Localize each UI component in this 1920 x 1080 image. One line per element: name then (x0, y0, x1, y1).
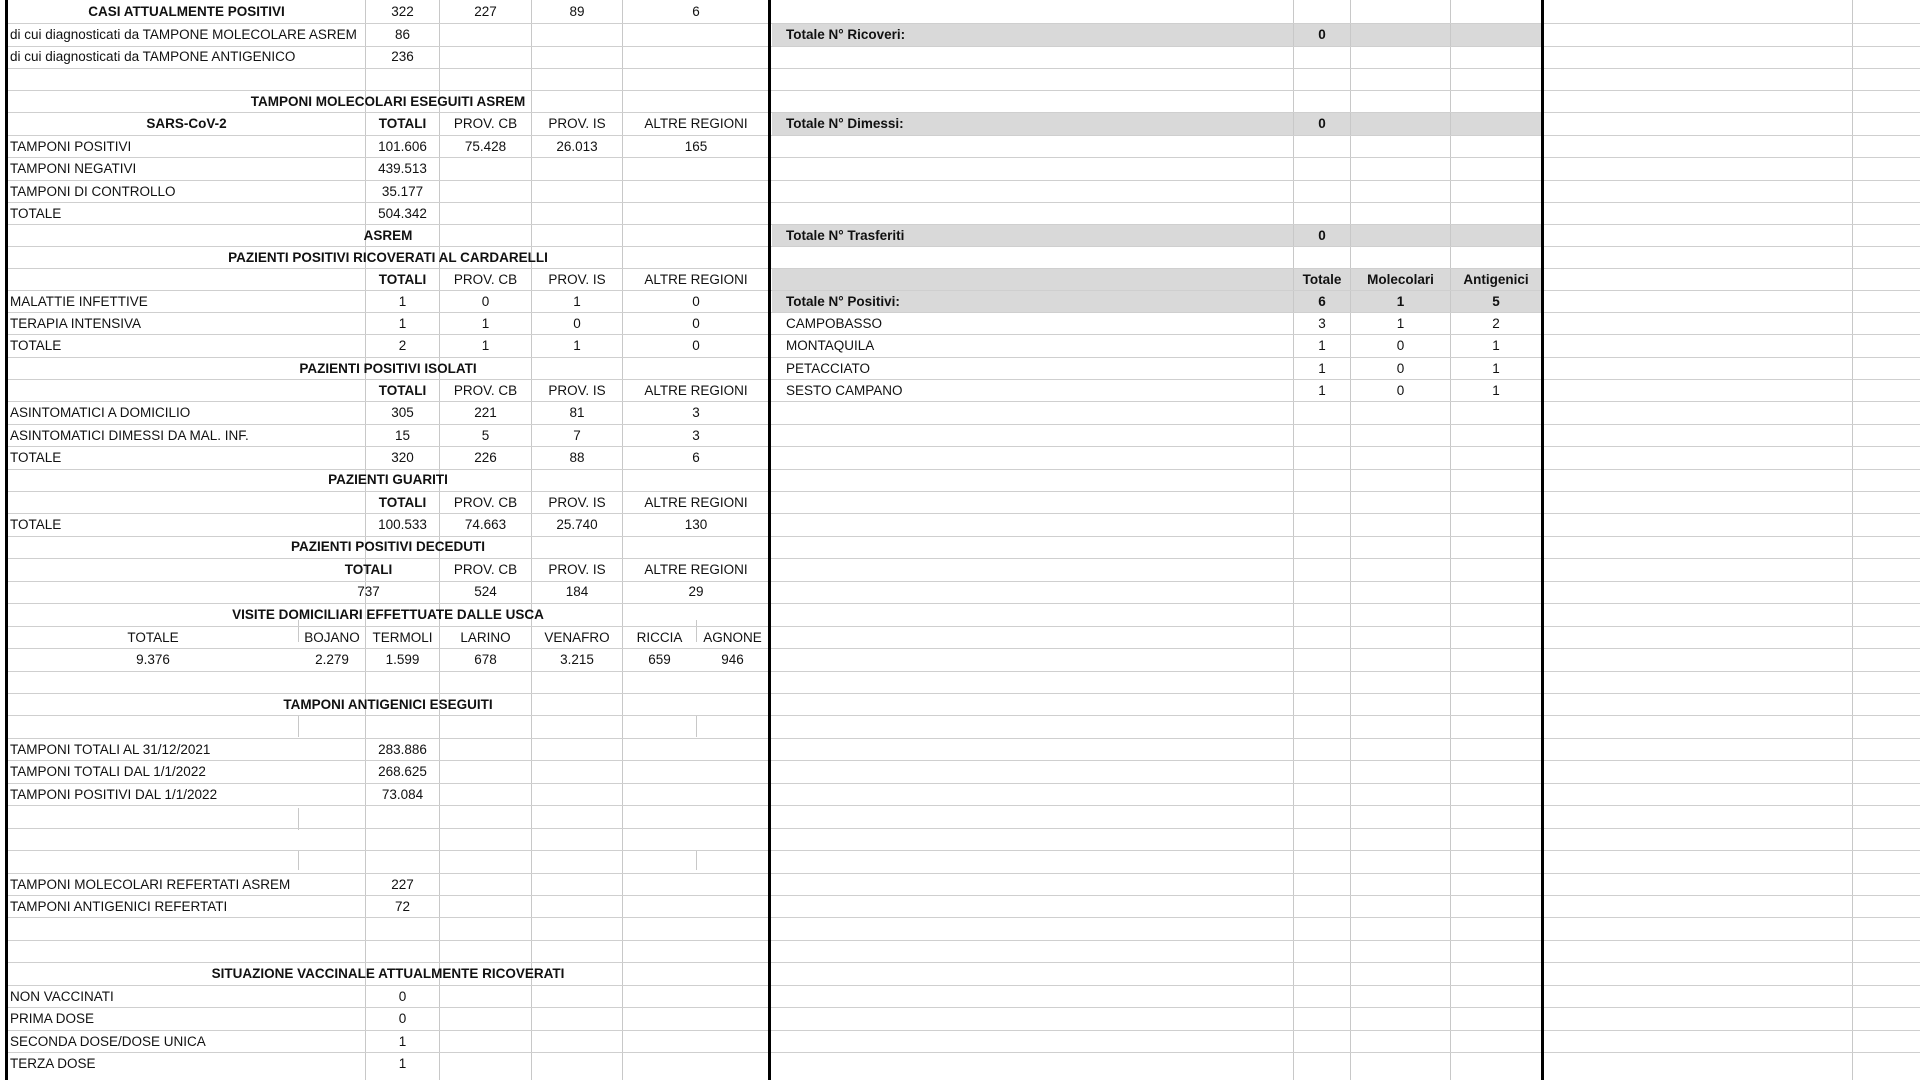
usca-title-row (0, 604, 1920, 626)
guariti-title-row (0, 469, 1920, 491)
table-row (0, 425, 1920, 447)
cell-antigenici: 1 (1492, 361, 1500, 376)
antigenici-title-row (0, 694, 1920, 716)
header-altre-regioni: ALTRE REGIONI (644, 495, 748, 510)
row-label: SECONDA DOSE/DOSE UNICA (10, 1034, 206, 1049)
row-label: TAMPONI NEGATIVI (10, 161, 137, 176)
row-label: MALATTIE INFETTIVE (10, 294, 148, 309)
cell-antigenici: 5 (1492, 294, 1500, 309)
table-row (0, 896, 1920, 918)
cell-antigenici: 1 (1492, 383, 1500, 398)
header-prov-cb: PROV. CB (453, 272, 518, 287)
cell-termoli: 1.599 (385, 652, 420, 667)
cell-value: 0 (398, 1011, 407, 1026)
row-label: TERAPIA INTENSIVA (10, 316, 142, 331)
cell-totali: 305 (391, 405, 414, 420)
ricoverati-title-row (0, 247, 1920, 269)
table-row (0, 447, 1920, 469)
cell-value: 268.625 (378, 764, 427, 779)
cell-totale: 9.376 (136, 652, 170, 667)
cell-totale: 1 (1318, 383, 1326, 398)
di-cui-antigenico-label: di cui diagnosticati da TAMPONE ANTIGENICO (10, 49, 296, 64)
header-prov-cb: PROV. CB (453, 116, 518, 131)
cell-totali: 737 (357, 584, 380, 599)
row-label: PRIMA DOSE (10, 1011, 95, 1026)
row-label: TERZA DOSE (10, 1056, 96, 1071)
header-prov-is: PROV. IS (548, 116, 606, 131)
header-prov-is: PROV. IS (548, 495, 606, 510)
di-cui-molecolare-label: di cui diagnosticati da TAMPONE MOLECOLARE ASREM (10, 27, 357, 42)
cell-bojano: 2.279 (315, 652, 349, 667)
cell-altre-regioni: 0 (692, 338, 700, 353)
table-row (0, 136, 1920, 158)
deceduti-header (0, 559, 1920, 581)
header-altre-regioni: ALTRE REGIONI (644, 562, 748, 577)
header-prov-is: PROV. IS (548, 562, 606, 577)
header-prov-cb: PROV. CB (453, 383, 518, 398)
deceduti-title: PAZIENTI POSITIVI DECEDUTI (290, 539, 486, 554)
cell-prov-cb: 75.428 (464, 139, 507, 154)
dimessi-label: Totale N° Dimessi: (786, 116, 904, 131)
header-totali: TOTALI (378, 495, 427, 510)
cell-prov-is: 0 (573, 316, 581, 331)
table-row (0, 761, 1920, 783)
row-label: TAMPONI POSITIVI (10, 139, 132, 154)
row-label: TOTALE (10, 206, 62, 221)
table-row (0, 581, 1920, 603)
cell-totali: 1 (398, 316, 407, 331)
header-altre-regioni: ALTRE REGIONI (644, 272, 748, 287)
cell-prov-cb: 1 (481, 316, 490, 331)
cell-molecolari: 0 (1396, 338, 1405, 353)
cell-molecolari: 0 (1396, 383, 1405, 398)
cell-value: 73.084 (381, 787, 424, 802)
cell-antigenici: 2 (1492, 316, 1500, 331)
header-totali: TOTALI (378, 383, 427, 398)
tamponi-molecolari-title-row (0, 91, 1920, 113)
cell-totali: 100.533 (378, 517, 427, 532)
cell-totali: 439.513 (378, 161, 427, 176)
ricoveri-value: 0 (1318, 27, 1326, 42)
table-row (0, 158, 1920, 180)
casi-positivi-is: 89 (569, 4, 585, 19)
table-row (0, 986, 1920, 1008)
trasferiti-label: Totale N° Trasferiti (786, 228, 905, 243)
table-row (0, 514, 1920, 536)
cell-agnone: 946 (721, 652, 744, 667)
cell-totali: 504.342 (378, 206, 427, 221)
di-cui-antigenico-value: 236 (391, 49, 414, 64)
header-larino: LARINO (460, 630, 511, 645)
vaccinale-title: SITUAZIONE VACCINALE ATTUALMENTE RICOVERATI (211, 966, 565, 981)
comune-label: CAMPOBASSO (786, 316, 883, 331)
cell-value: 1 (398, 1034, 407, 1049)
header-totale: Totale (1302, 272, 1342, 287)
isolati-title: PAZIENTI POSITIVI ISOLATI (299, 361, 477, 376)
vaccinale-title-row (0, 963, 1920, 985)
table-row (0, 649, 1920, 671)
header-prov-is: PROV. IS (548, 272, 606, 287)
ricoverati-title: PAZIENTI POSITIVI RICOVERATI AL CARDARELLI (228, 250, 548, 265)
table-row (0, 1008, 1920, 1030)
cell-riccia: 659 (648, 652, 671, 667)
header-prov-cb: PROV. CB (453, 562, 518, 577)
cell-prov-is: 88 (569, 450, 585, 465)
table-row (0, 1031, 1920, 1053)
dimessi-value: 0 (1318, 116, 1326, 131)
row-label: NON VACCINATI (10, 989, 114, 1004)
cell-altre-regioni: 0 (692, 294, 700, 309)
header-totale: TOTALE (127, 630, 179, 645)
header-totali: TOTALI (378, 272, 427, 287)
cell-totale: 1 (1318, 338, 1326, 353)
cell-totali: 2 (398, 338, 407, 353)
cell-prov-cb: 74.663 (464, 517, 507, 532)
row-label: TAMPONI TOTALI DAL 1/1/2022 (10, 764, 206, 779)
casi-positivi-totali: 322 (391, 4, 414, 19)
cell-prov-is: 184 (565, 584, 589, 599)
comune-label: PETACCIATO (786, 361, 871, 376)
cell-prov-is: 7 (573, 428, 581, 443)
deceduti-title-row (0, 536, 1920, 558)
cell-altre-regioni: 0 (692, 316, 700, 331)
header-sars-cov-2: SARS-CoV-2 (146, 116, 227, 131)
usca-header (0, 627, 1920, 649)
cell-altre-regioni: 3 (692, 428, 700, 443)
cell-altre-regioni: 165 (684, 139, 708, 154)
cell-prov-cb: 226 (474, 450, 497, 465)
trasferiti-row (0, 225, 1920, 247)
cell-value: 1 (398, 1056, 407, 1071)
header-bojano: BOJANO (304, 630, 360, 645)
cell-molecolari: 1 (1396, 316, 1405, 331)
positivi-total-label: Totale N° Positivi: (786, 294, 900, 309)
cell-antigenici: 1 (1492, 338, 1500, 353)
row-casi-attualmente-positivi (0, 1, 1920, 23)
cell-venafro: 3.215 (560, 652, 594, 667)
header-agnone: AGNONE (703, 630, 762, 645)
di-cui-molecolare-value: 86 (394, 27, 411, 42)
casi-positivi-cb: 227 (474, 4, 497, 19)
usca-title: VISITE DOMICILIARI EFFETTUATE DALLE USCA (232, 607, 544, 622)
table-row (0, 181, 1920, 203)
dimessi-row (0, 113, 1920, 135)
asrem-title: ASREM (363, 228, 413, 243)
header-termoli: TERMOLI (372, 630, 433, 645)
header-totali: TOTALI (344, 562, 393, 577)
cell-altre-regioni: 130 (684, 517, 708, 532)
cell-prov-is: 1 (573, 338, 581, 353)
table-row (0, 203, 1920, 225)
row-label: TOTALE (10, 338, 62, 353)
cell-prov-cb: 524 (474, 584, 497, 599)
cell-molecolari: 0 (1396, 361, 1405, 376)
casi-positivi-altre: 6 (692, 4, 700, 19)
header-altre-regioni: ALTRE REGIONI (644, 383, 748, 398)
cell-prov-cb: 0 (481, 294, 490, 309)
table-row (0, 739, 1920, 761)
cell-totale: 1 (1318, 361, 1326, 376)
cell-prov-cb: 1 (481, 338, 490, 353)
header-molecolari: Molecolari (1367, 272, 1434, 287)
row-label: ASINTOMATICI DIMESSI DA MAL. INF. (10, 428, 249, 443)
row-label: TAMPONI ANTIGENICI REFERTATI (10, 899, 228, 914)
row-label: TAMPONI TOTALI AL 31/12/2021 (10, 742, 211, 757)
table-row (0, 358, 1920, 380)
row-label: TAMPONI DI CONTROLLO (10, 184, 176, 199)
header-totali: TOTALI (378, 116, 427, 131)
cell-totale: 3 (1318, 316, 1326, 331)
positivi-header (0, 269, 1920, 291)
cell-prov-cb: 221 (474, 405, 497, 420)
comune-label: MONTAQUILA (786, 338, 875, 353)
table-row (0, 874, 1920, 896)
trasferiti-value: 0 (1318, 228, 1326, 243)
comune-label: SESTO CAMPANO (786, 383, 903, 398)
row-label: ASINTOMATICI A DOMICILIO (10, 405, 191, 420)
cell-prov-cb: 5 (481, 428, 490, 443)
ricoveri-label: Totale N° Ricoveri: (786, 27, 906, 42)
row-label: TOTALE (10, 517, 62, 532)
row-label: TAMPONI MOLECOLARI REFERTATI ASREM (10, 877, 291, 892)
table-row (0, 784, 1920, 806)
cell-totali: 320 (391, 450, 414, 465)
cell-value: 227 (391, 877, 414, 892)
header-venafro: VENAFRO (544, 630, 610, 645)
table-row (0, 1053, 1920, 1075)
table-row (0, 402, 1920, 424)
row-label: TOTALE (10, 450, 62, 465)
cell-value: 72 (394, 899, 411, 914)
cell-totali: 1 (398, 294, 407, 309)
casi-positivi-label: CASI ATTUALMENTE POSITIVI (88, 4, 285, 19)
header-prov-is: PROV. IS (548, 383, 606, 398)
header-riccia: RICCIA (636, 630, 683, 645)
table-row (0, 313, 1920, 335)
row-label: TAMPONI POSITIVI DAL 1/1/2022 (10, 787, 218, 802)
cell-prov-is: 25.740 (556, 517, 598, 532)
cell-larino: 678 (474, 652, 497, 667)
cell-totali: 15 (394, 428, 411, 443)
guariti-header (0, 492, 1920, 514)
cell-value: 0 (398, 989, 407, 1004)
cell-value: 283.886 (378, 742, 427, 757)
positivi-total-row (0, 291, 1920, 313)
cell-totali: 35.177 (381, 184, 424, 199)
antigenici-title: TAMPONI ANTIGENICI ESEGUITI (283, 697, 493, 712)
cell-prov-is: 1 (573, 294, 581, 309)
cell-totali: 101.606 (378, 139, 427, 154)
header-altre-regioni: ALTRE REGIONI (644, 116, 748, 131)
cell-prov-is: 26.013 (556, 139, 598, 154)
table-row (0, 335, 1920, 357)
header-antigenici: Antigenici (1463, 272, 1529, 287)
row-di-cui-antigenico (0, 46, 1920, 68)
cell-prov-is: 81 (569, 405, 585, 420)
table-row (0, 380, 1920, 402)
guariti-title: PAZIENTI GUARITI (328, 472, 448, 487)
cell-altre-regioni: 6 (692, 450, 700, 465)
cell-totale: 6 (1318, 294, 1326, 309)
cell-molecolari: 1 (1396, 294, 1405, 309)
cell-altre-regioni: 3 (692, 405, 700, 420)
cell-altre-regioni: 29 (688, 584, 704, 599)
tamponi-molecolari-title: TAMPONI MOLECOLARI ESEGUITI ASREM (250, 94, 526, 109)
ricoveri-row (0, 24, 1920, 46)
header-prov-cb: PROV. CB (453, 495, 518, 510)
